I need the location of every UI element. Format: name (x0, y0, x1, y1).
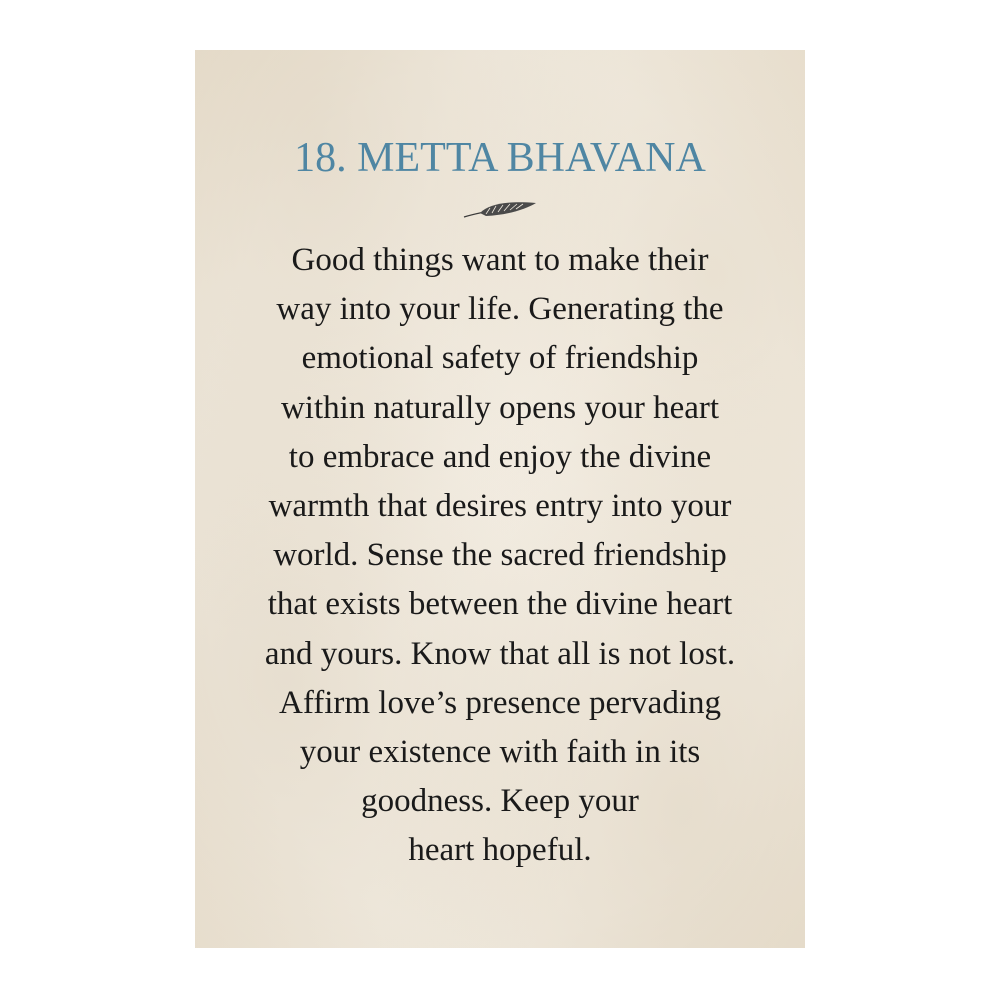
message-line: within naturally opens your heart (280, 389, 720, 426)
message-line: your existence with faith in its (299, 734, 701, 771)
message-line: emotional safety of friendship (301, 340, 699, 377)
message-line: heart hopeful. (408, 832, 592, 869)
oracle-card (195, 50, 805, 948)
message-line: way into your life. Generating the (276, 291, 724, 328)
message-line: that exists between the divine heart (267, 586, 733, 623)
message-line: goodness. Keep your (361, 783, 639, 820)
message-line: warmth that desires entry into your (268, 488, 732, 525)
message-line: world. Sense the sacred friendship (273, 537, 727, 574)
card-message (195, 236, 805, 876)
message-line: Good things want to make their (291, 242, 709, 278)
message-line: and yours. Know that all is not lost. (264, 635, 736, 672)
message-line: Affirm love’s presence pervading (279, 684, 721, 721)
card-title: 18. METTA BHAVANA (294, 135, 706, 181)
feather-icon (460, 200, 540, 222)
message-line: to embrace and enjoy the divine (288, 438, 712, 475)
